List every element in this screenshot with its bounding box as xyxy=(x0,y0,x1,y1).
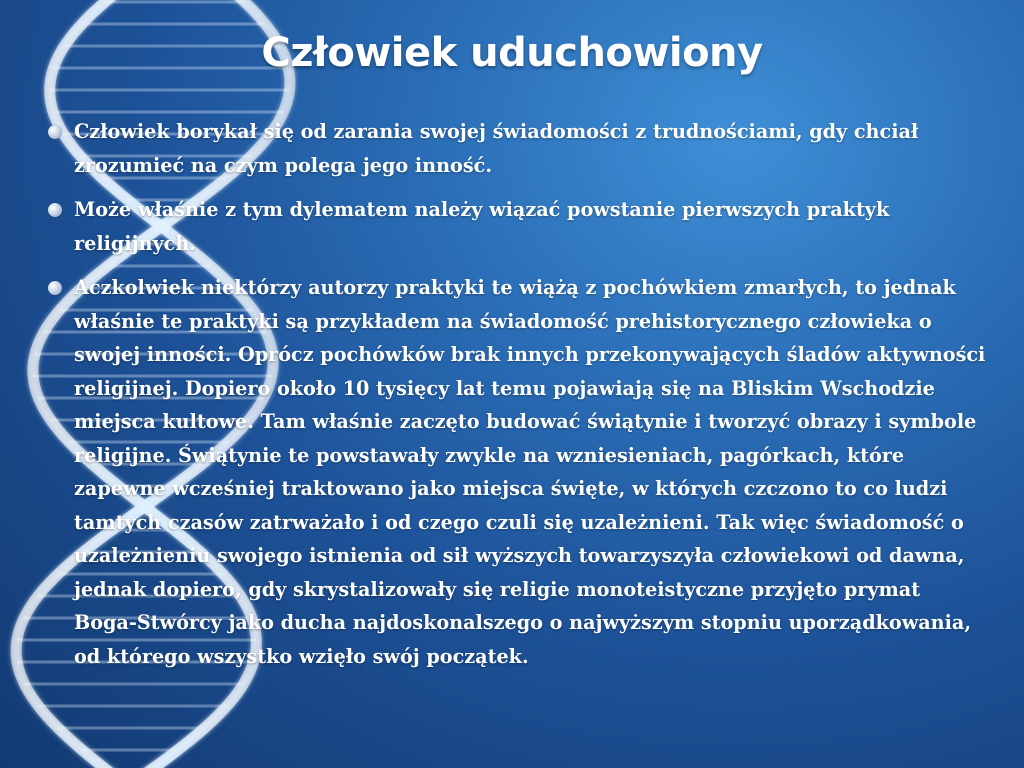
bullet-text-1: Człowiek borykał się od zarania swojej świadomości z trudnościami, gdy chciał zrozumieć na czym polega jego inność. xyxy=(74,120,919,177)
bullet-dot-icon xyxy=(48,125,62,139)
bullet-list xyxy=(48,115,988,684)
bullet-item-1 xyxy=(48,115,988,182)
bullet-text-3: Aczkolwiek niektórzy autorzy praktyki te wiążą z pochówkiem zmarłych, to jednak właśnie te praktyki są przykładem na świadomość prehistorycznego człowieka o swojej inności. Oprócz pochówków brak innych przekonywających śladów aktywności religijnej. Dopiero około 10 tysięcy lat temu pojawiają się na Bliskim Wschodzie miejsca kultowe. Tam właśnie zaczęto budować świątynie i tworzyć obrazy i symbole religijne. Świątynie te powstawały zwykle na wzniesieniach, pagórkach, które zapewne wcześniej traktowano jako miejsca święte, w których czczono to co ludzi tamtych czasów zatrważało i od czego czuli się uzależnieni. Tak więc świadomość o uzależnieniu swojego istnienia od sił wyższych towarzyszyła człowiekowi od dawna, jednak dopiero, gdy skrystalizowały się religie monoteistyczne przyjęto prymat Boga-Stwórcy jako ducha najdoskonalszego o najwyższym stopniu uporządkowania, od którego wszystko wzięło swój początek. xyxy=(74,276,986,668)
slide-title: Człowiek uduchowiony xyxy=(261,30,763,76)
bullet-item-2 xyxy=(48,193,988,260)
bullet-text-2: Może właśnie z tym dylematem należy wiązać powstanie pierwszych praktyk religijnych. xyxy=(74,198,890,255)
bullet-item-3 xyxy=(48,271,988,673)
bullet-dot-icon xyxy=(48,281,62,295)
bullet-dot-icon xyxy=(48,203,62,217)
